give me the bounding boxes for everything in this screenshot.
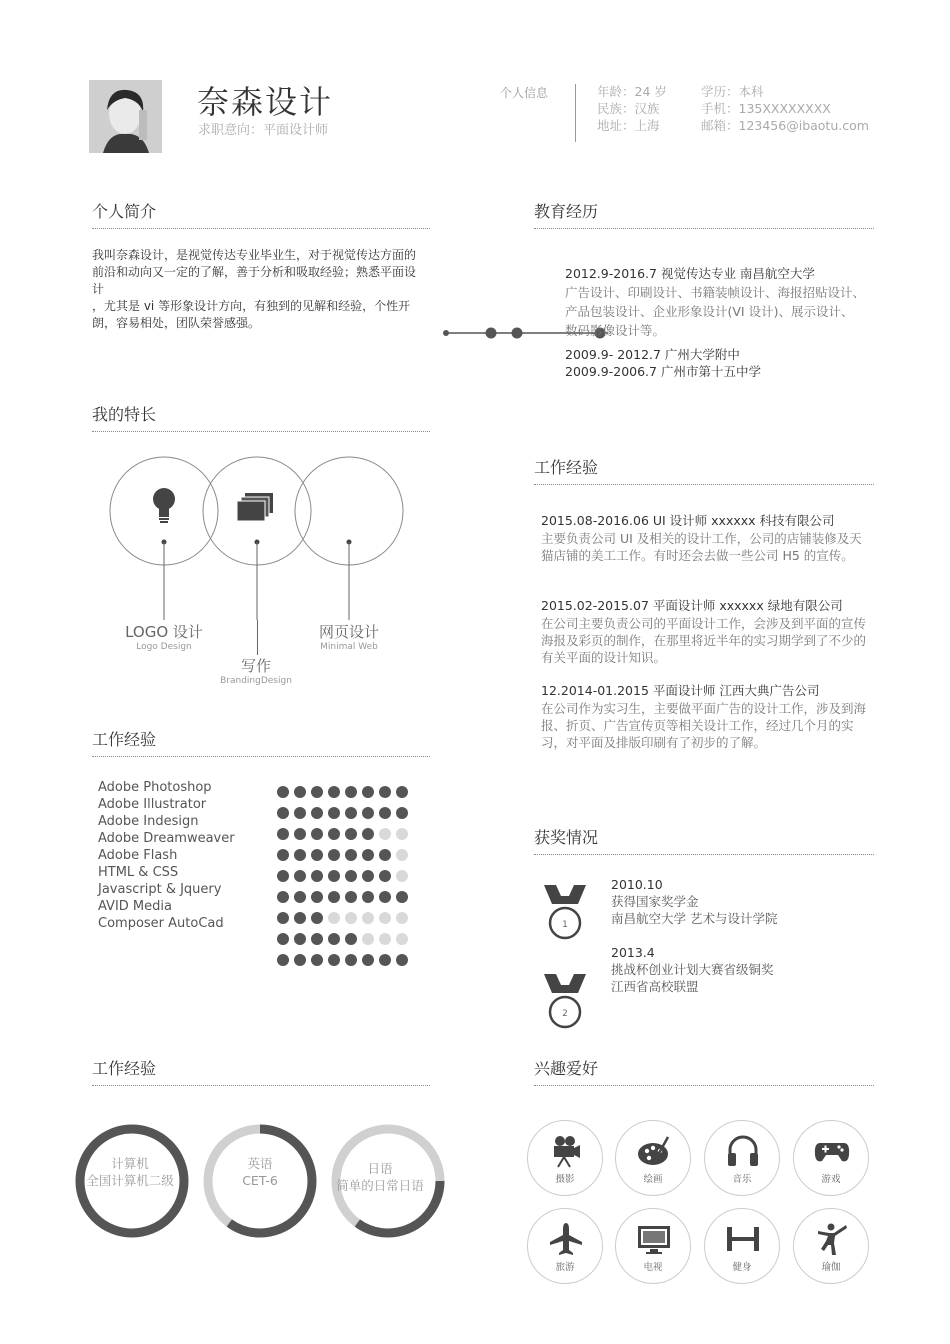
skill-dot [362,828,374,840]
skill-dot [311,870,323,882]
skill-dot [294,786,306,798]
skill-dot [294,870,306,882]
skill-dot [311,828,323,840]
hobby-photography: 摄影 [527,1120,603,1196]
section-title-skills: 工作经验 [92,730,157,749]
tv-icon [636,1221,672,1257]
skill-dot [328,954,340,966]
skill-dot [277,828,289,840]
bio-line: 我叫奈森设计，是视觉传达专业毕业生，对于视觉传达方面的前沿和动向又一定的了解，善于分析和吸取经验；熟悉平面设计 [92,248,417,296]
skill-dot [294,954,306,966]
skill-name: Adobe Indesign [98,814,199,829]
specialty-diagram [105,455,405,620]
skill-dot [311,849,323,861]
skill-dot [362,870,374,882]
skill-dot [328,828,340,840]
award-number: 2 [562,1009,568,1019]
skill-name: Adobe Photoshop [98,780,212,795]
skill-dot [362,954,374,966]
skill-dot [396,828,408,840]
skill-dot [328,849,340,861]
skill-dot [311,786,323,798]
skill-dot [311,933,323,945]
job-3-head: 12.2014-01.2015 平面设计师 江西大典广告公司 [541,683,820,698]
divider [92,756,430,757]
job-intent: 求职意向：平面设计师 [198,123,329,138]
skill-dot [345,828,357,840]
skill-dot [345,933,357,945]
info-col-1 [597,83,667,134]
skill-name: AVID Media [98,899,172,914]
skill-dot [328,870,340,882]
gamepad-icon [814,1133,850,1169]
section-title-intro: 个人简介 [92,202,157,221]
section-title-hobbies: 兴趣爱好 [534,1059,599,1078]
layers-icon [237,493,273,521]
skill-dot [345,849,357,861]
divider [92,228,430,229]
section-title-languages: 工作经验 [92,1059,157,1078]
skill-dot [379,870,391,882]
specialty-web: 网页设计 Minimal Web [318,623,379,652]
skill-dot [396,807,408,819]
skill-dot [328,807,340,819]
education-entry-1-desc: 广告设计、印刷设计、书籍装帧设计、海报招贴设计、产品包装设计、企业形象设计(VI 设计)、展示设计、数码影像设计等。 [565,285,866,338]
hobby-tv: 电视 [615,1208,691,1284]
skill-name: Adobe Flash [98,848,178,863]
section-title-awards: 获奖情况 [534,828,599,847]
job-2-desc: 在公司主要负责公司的平面设计工作，会涉及到平面的宣传海报及彩页的制作，在那里将近半年的实习期学到了不少的有关平面的设计知识。 [541,616,867,665]
skill-dot [396,786,408,798]
skill-dot [328,786,340,798]
personal-info-label: 个人信息 [500,86,549,100]
medal-icon [540,971,590,1033]
skill-dot [328,891,340,903]
skill-dot [379,954,391,966]
skill-ratings [276,785,416,979]
skill-name: Adobe Dreamweaver [98,831,235,846]
award-1: 2010.10 获得国家奖学金 南昌航空大学 艺术与设计学院 [611,877,778,926]
education-level: 学历：本科 [701,84,764,99]
divider [534,228,874,229]
skill-dot [294,828,306,840]
skill-dot [362,786,374,798]
job-1-head: 2015.08-2016.06 UI 设计师 xxxxxx 科技有限公司 [541,513,835,528]
language-computer: 计算机 全国计算机二级 [86,1156,174,1188]
divider [575,84,576,142]
airplane-icon [548,1221,584,1257]
hobby-travel: 旅游 [527,1208,603,1284]
headphones-icon [725,1133,761,1169]
section-title-specialty: 我的特长 [92,405,157,424]
skill-dot [294,891,306,903]
ethnicity: 民族：汉族 [597,101,660,116]
hobby-yoga: 瑜伽 [793,1208,869,1284]
skill-dot [379,933,391,945]
job-2-head: 2015.02-2015.07 平面设计师 xxxxxx 绿地有限公司 [541,598,843,613]
skill-dot [362,891,374,903]
skill-dot [277,870,289,882]
skill-dot [362,933,374,945]
skill-dot [396,870,408,882]
age: 年龄：24 岁 [597,84,667,99]
skill-name: Adobe Illustrator [98,797,207,812]
skill-dot [328,933,340,945]
skill-dot [379,912,391,924]
skill-dot [362,807,374,819]
skill-dot [277,807,289,819]
award-2: 2013.4 挑战杯创业计划大赛省级铜奖 江西省高校联盟 [611,945,774,994]
skill-dot [396,933,408,945]
divider [534,854,874,855]
skill-dot [379,828,391,840]
skill-dot [396,891,408,903]
award-number: 1 [562,920,568,930]
skill-dot [396,849,408,861]
email: 邮箱：123456@ibaotu.com [701,118,869,133]
skill-dot [294,849,306,861]
yoga-icon [814,1221,850,1257]
skill-dot [379,891,391,903]
divider [257,620,258,655]
lightbulb-icon [153,488,175,523]
phone: 手机：135XXXXXXXX [701,101,831,116]
hobby-painting: 绘画 [615,1120,691,1196]
medal-icon [540,882,590,944]
skill-dot [345,954,357,966]
skill-dot [345,912,357,924]
dumbbell-icon [725,1221,761,1257]
skill-dot [362,912,374,924]
divider [92,431,430,432]
hobby-music: 音乐 [704,1120,780,1196]
camera-icon [548,1133,584,1169]
skill-dot [379,849,391,861]
palette-icon [636,1133,672,1169]
education-entry-1-head: 2012.9-2016.7 视觉传达专业 南昌航空大学 [565,266,815,281]
skill-dot [345,891,357,903]
skill-dot [328,912,340,924]
skill-dot [277,954,289,966]
skill-dot [311,912,323,924]
page-title: 奈森设计 [197,83,334,121]
avatar [89,80,162,153]
job-3-desc: 在公司作为实习生，主要做平面广告的设计工作，涉及到海报、折页、广告宣传页等相关设计工作，经过几个月的实习，对平面及排版印刷有了初步的了解。 [541,701,867,750]
section-title-work: 工作经验 [534,458,599,477]
skill-dot [277,912,289,924]
skill-dot [277,891,289,903]
divider [534,1085,874,1086]
education-entry-2: 2009.9- 2012.7 广州大学附中 [565,347,740,362]
education-entry-3: 2009.9-2006.7 广州市第十五中学 [565,364,761,379]
bio-line: ，尤其是 vi 等形象设计方向，有独到的见解和经验，个性开朗，容易相处，团队荣誉感强。 [92,299,411,330]
section-title-education: 教育经历 [534,202,599,221]
specialty-writing: 写作 BrandingDesign [220,657,292,686]
skill-dot [277,786,289,798]
specialty-logo: LOGO 设计 Logo Design [125,623,203,652]
divider [92,1085,430,1086]
skill-dot [277,849,289,861]
divider [534,484,874,485]
skill-list [98,779,235,932]
language-english: 英语 CET-6 [242,1156,278,1188]
skill-dot [277,933,289,945]
skill-dot [345,807,357,819]
skill-name: HTML & CSS [98,865,179,880]
skill-dot [311,891,323,903]
skill-dot-grid [276,785,416,975]
address: 地址：上海 [597,118,660,133]
skill-dot [362,849,374,861]
skill-dot [311,807,323,819]
skill-dot [311,954,323,966]
hobby-games: 游戏 [793,1120,869,1196]
info-col-2 [701,83,869,134]
job-1-desc: 主要负责公司 UI 及相关的设计工作，公司的店铺装修及天猫店铺的美工工作。有时还会去做一些公司 H5 的宣传。 [541,531,862,563]
skill-name: Javascript & Jquery [98,882,222,897]
language-japanese: 日语 简单的日常日语 [336,1161,424,1193]
skill-dot [396,912,408,924]
skill-dot [294,912,306,924]
skill-dot [345,870,357,882]
skill-dot [294,807,306,819]
skill-dot [294,933,306,945]
skill-dot [396,954,408,966]
skill-dot [379,807,391,819]
skill-dot [379,786,391,798]
skill-name: Composer AutoCad [98,916,224,931]
hobby-fitness: 健身 [704,1208,780,1284]
bio [92,247,427,332]
skill-dot [345,786,357,798]
